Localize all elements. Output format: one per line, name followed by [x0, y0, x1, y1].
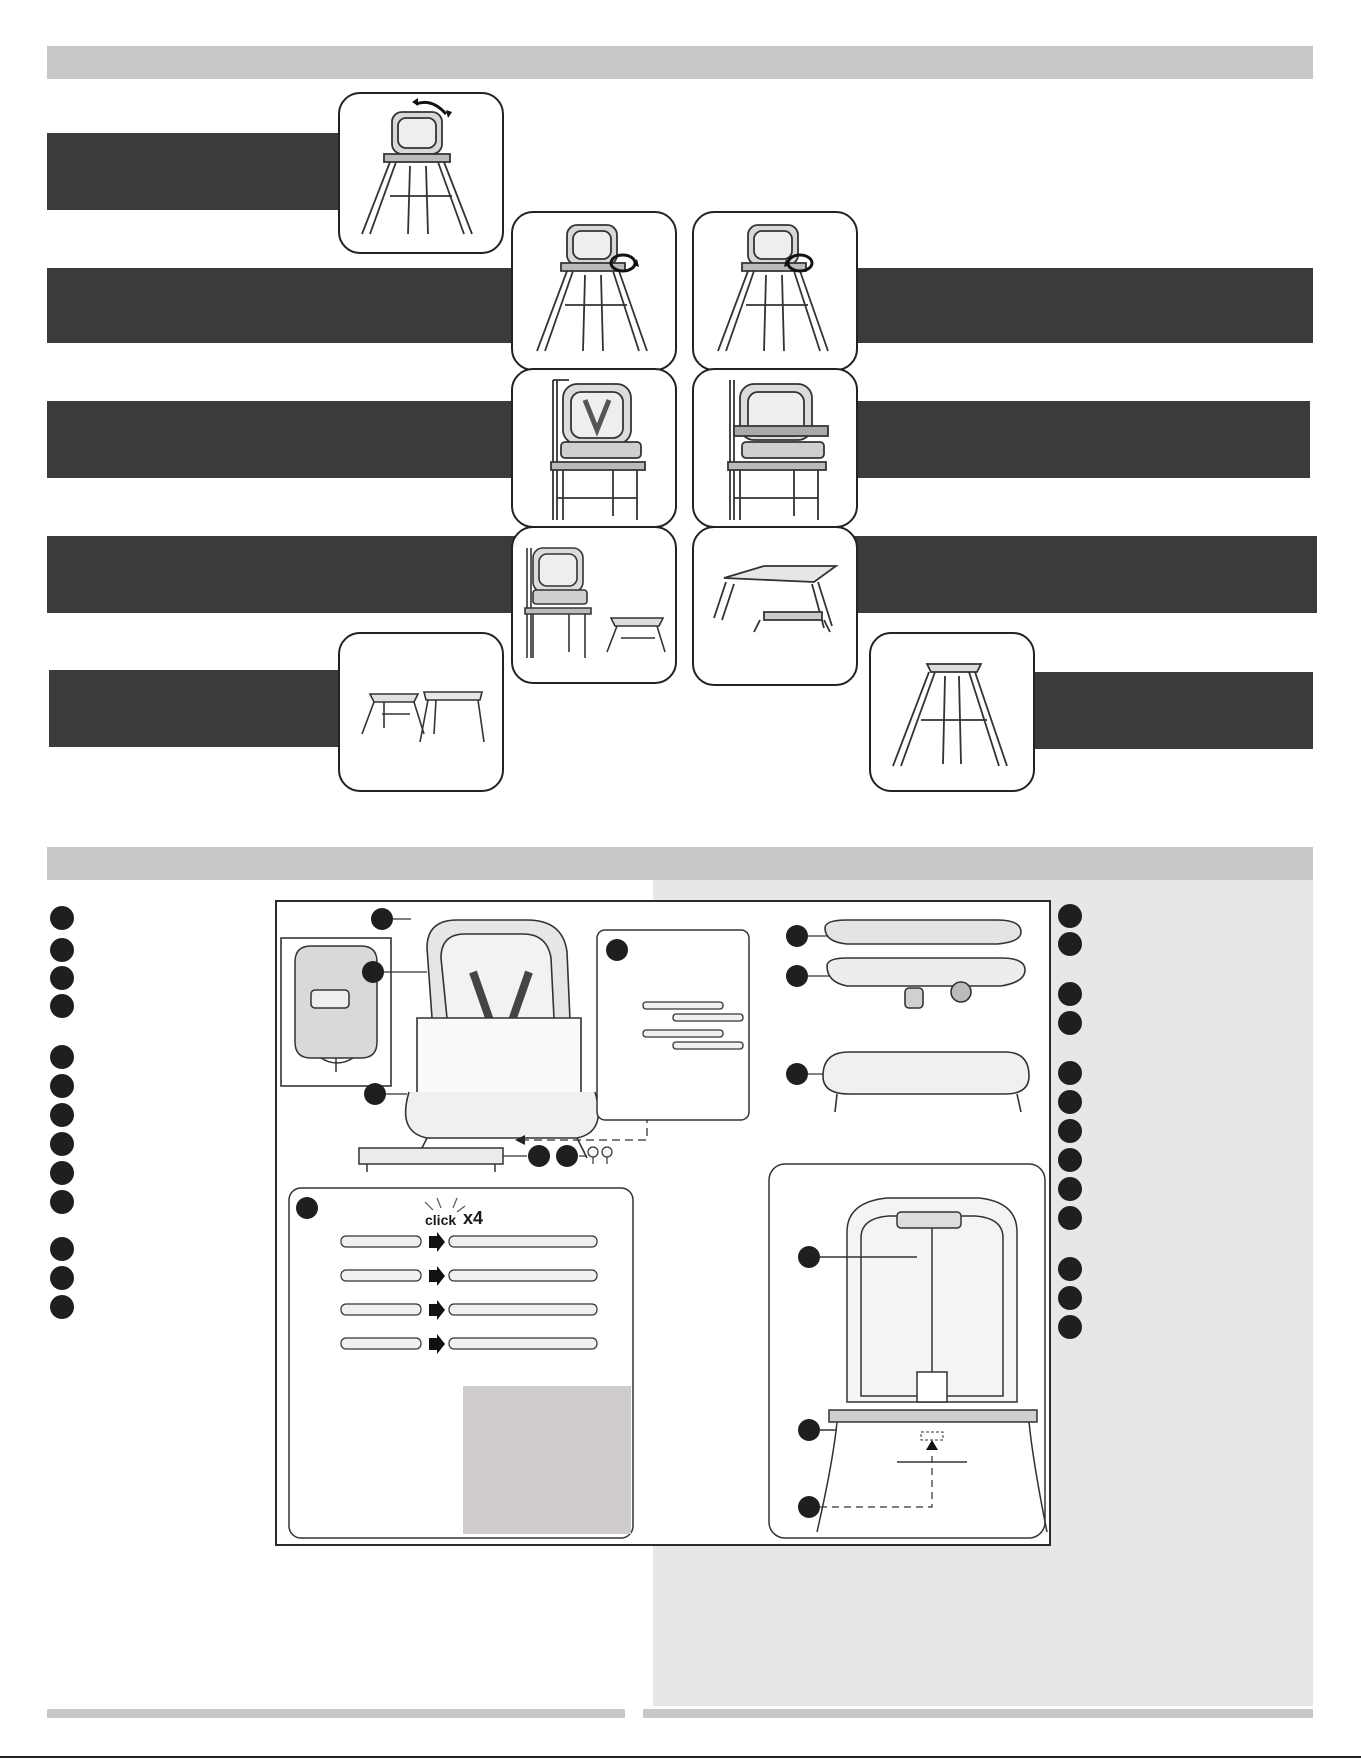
part-number-badge — [50, 1132, 74, 1156]
booster-on-chair-panel-right — [692, 368, 858, 528]
booster-on-chair-icon — [513, 528, 675, 682]
part-number-badge — [1058, 982, 1082, 1006]
high-chair-tray-panel-left — [511, 211, 677, 371]
bottom-bar-right — [643, 1709, 1313, 1718]
part-number-badge — [1058, 1177, 1082, 1201]
booster-and-table-panel — [511, 526, 677, 684]
booster-on-chair-icon — [513, 370, 675, 526]
part-number-badge — [1058, 1206, 1082, 1230]
part-number-badge — [50, 1074, 74, 1098]
part-number-badge — [50, 1190, 74, 1214]
part-number-badge — [50, 1045, 74, 1069]
part-number-badge — [1058, 1061, 1082, 1085]
part-number-badge — [50, 1295, 74, 1319]
part-number-badge — [1058, 1257, 1082, 1281]
mode-bar-3 — [850, 268, 1313, 343]
modes-section-header — [47, 46, 1313, 79]
bottom-bar-left — [47, 1709, 625, 1718]
high-chair-tray-panel-right — [692, 211, 858, 371]
part-number-badge — [1058, 1090, 1082, 1114]
part-number-badge — [1058, 932, 1082, 956]
part-number-badge — [1058, 904, 1082, 928]
mode-bar-9 — [1020, 672, 1313, 749]
part-number-badge — [1058, 1148, 1082, 1172]
count-label: x4 — [463, 1208, 484, 1228]
part-number-badge — [50, 1103, 74, 1127]
parts-section-header — [47, 847, 1313, 880]
part-number-badge — [1058, 1119, 1082, 1143]
part-number-badge — [50, 906, 74, 930]
mode-bar-6 — [47, 536, 517, 613]
click-label: click — [425, 1212, 457, 1228]
part-number-badge — [1058, 1011, 1082, 1035]
part-number-badge — [1058, 1286, 1082, 1310]
mode-bar-1 — [47, 133, 347, 210]
toddler-table-panel — [692, 526, 858, 686]
stools-panel — [338, 632, 504, 792]
high-chair-frame-panel — [869, 632, 1035, 792]
booster-on-chair-panel-left — [511, 368, 677, 528]
parts-diagram-art — [277, 902, 1049, 1544]
mode-bar-2 — [47, 268, 517, 343]
part-number-badge — [50, 938, 74, 962]
toddler-table-icon — [694, 528, 856, 684]
part-number-badge — [50, 1266, 74, 1290]
part-number-badge — [50, 966, 74, 990]
booster-on-chair-icon — [694, 370, 856, 526]
high-chair-tray-rotate-icon — [694, 213, 856, 369]
part-number-badge — [1058, 1315, 1082, 1339]
high-chair-recline-panel — [338, 92, 504, 254]
part-number-badge — [50, 1237, 74, 1261]
part-number-badge — [50, 994, 74, 1018]
high-chair-recline-icon — [340, 94, 502, 252]
mode-bar-7 — [850, 536, 1317, 613]
parts-diagram — [275, 900, 1051, 1546]
high-chair-tray-rotate-icon — [513, 213, 675, 369]
mode-bar-4 — [47, 401, 517, 478]
high-chair-frame-icon — [871, 634, 1033, 790]
footer-rule — [0, 1756, 1361, 1758]
stool-icon — [340, 634, 502, 790]
mode-bar-5 — [850, 401, 1310, 478]
mode-bar-8 — [49, 670, 349, 747]
part-number-badge — [50, 1161, 74, 1185]
